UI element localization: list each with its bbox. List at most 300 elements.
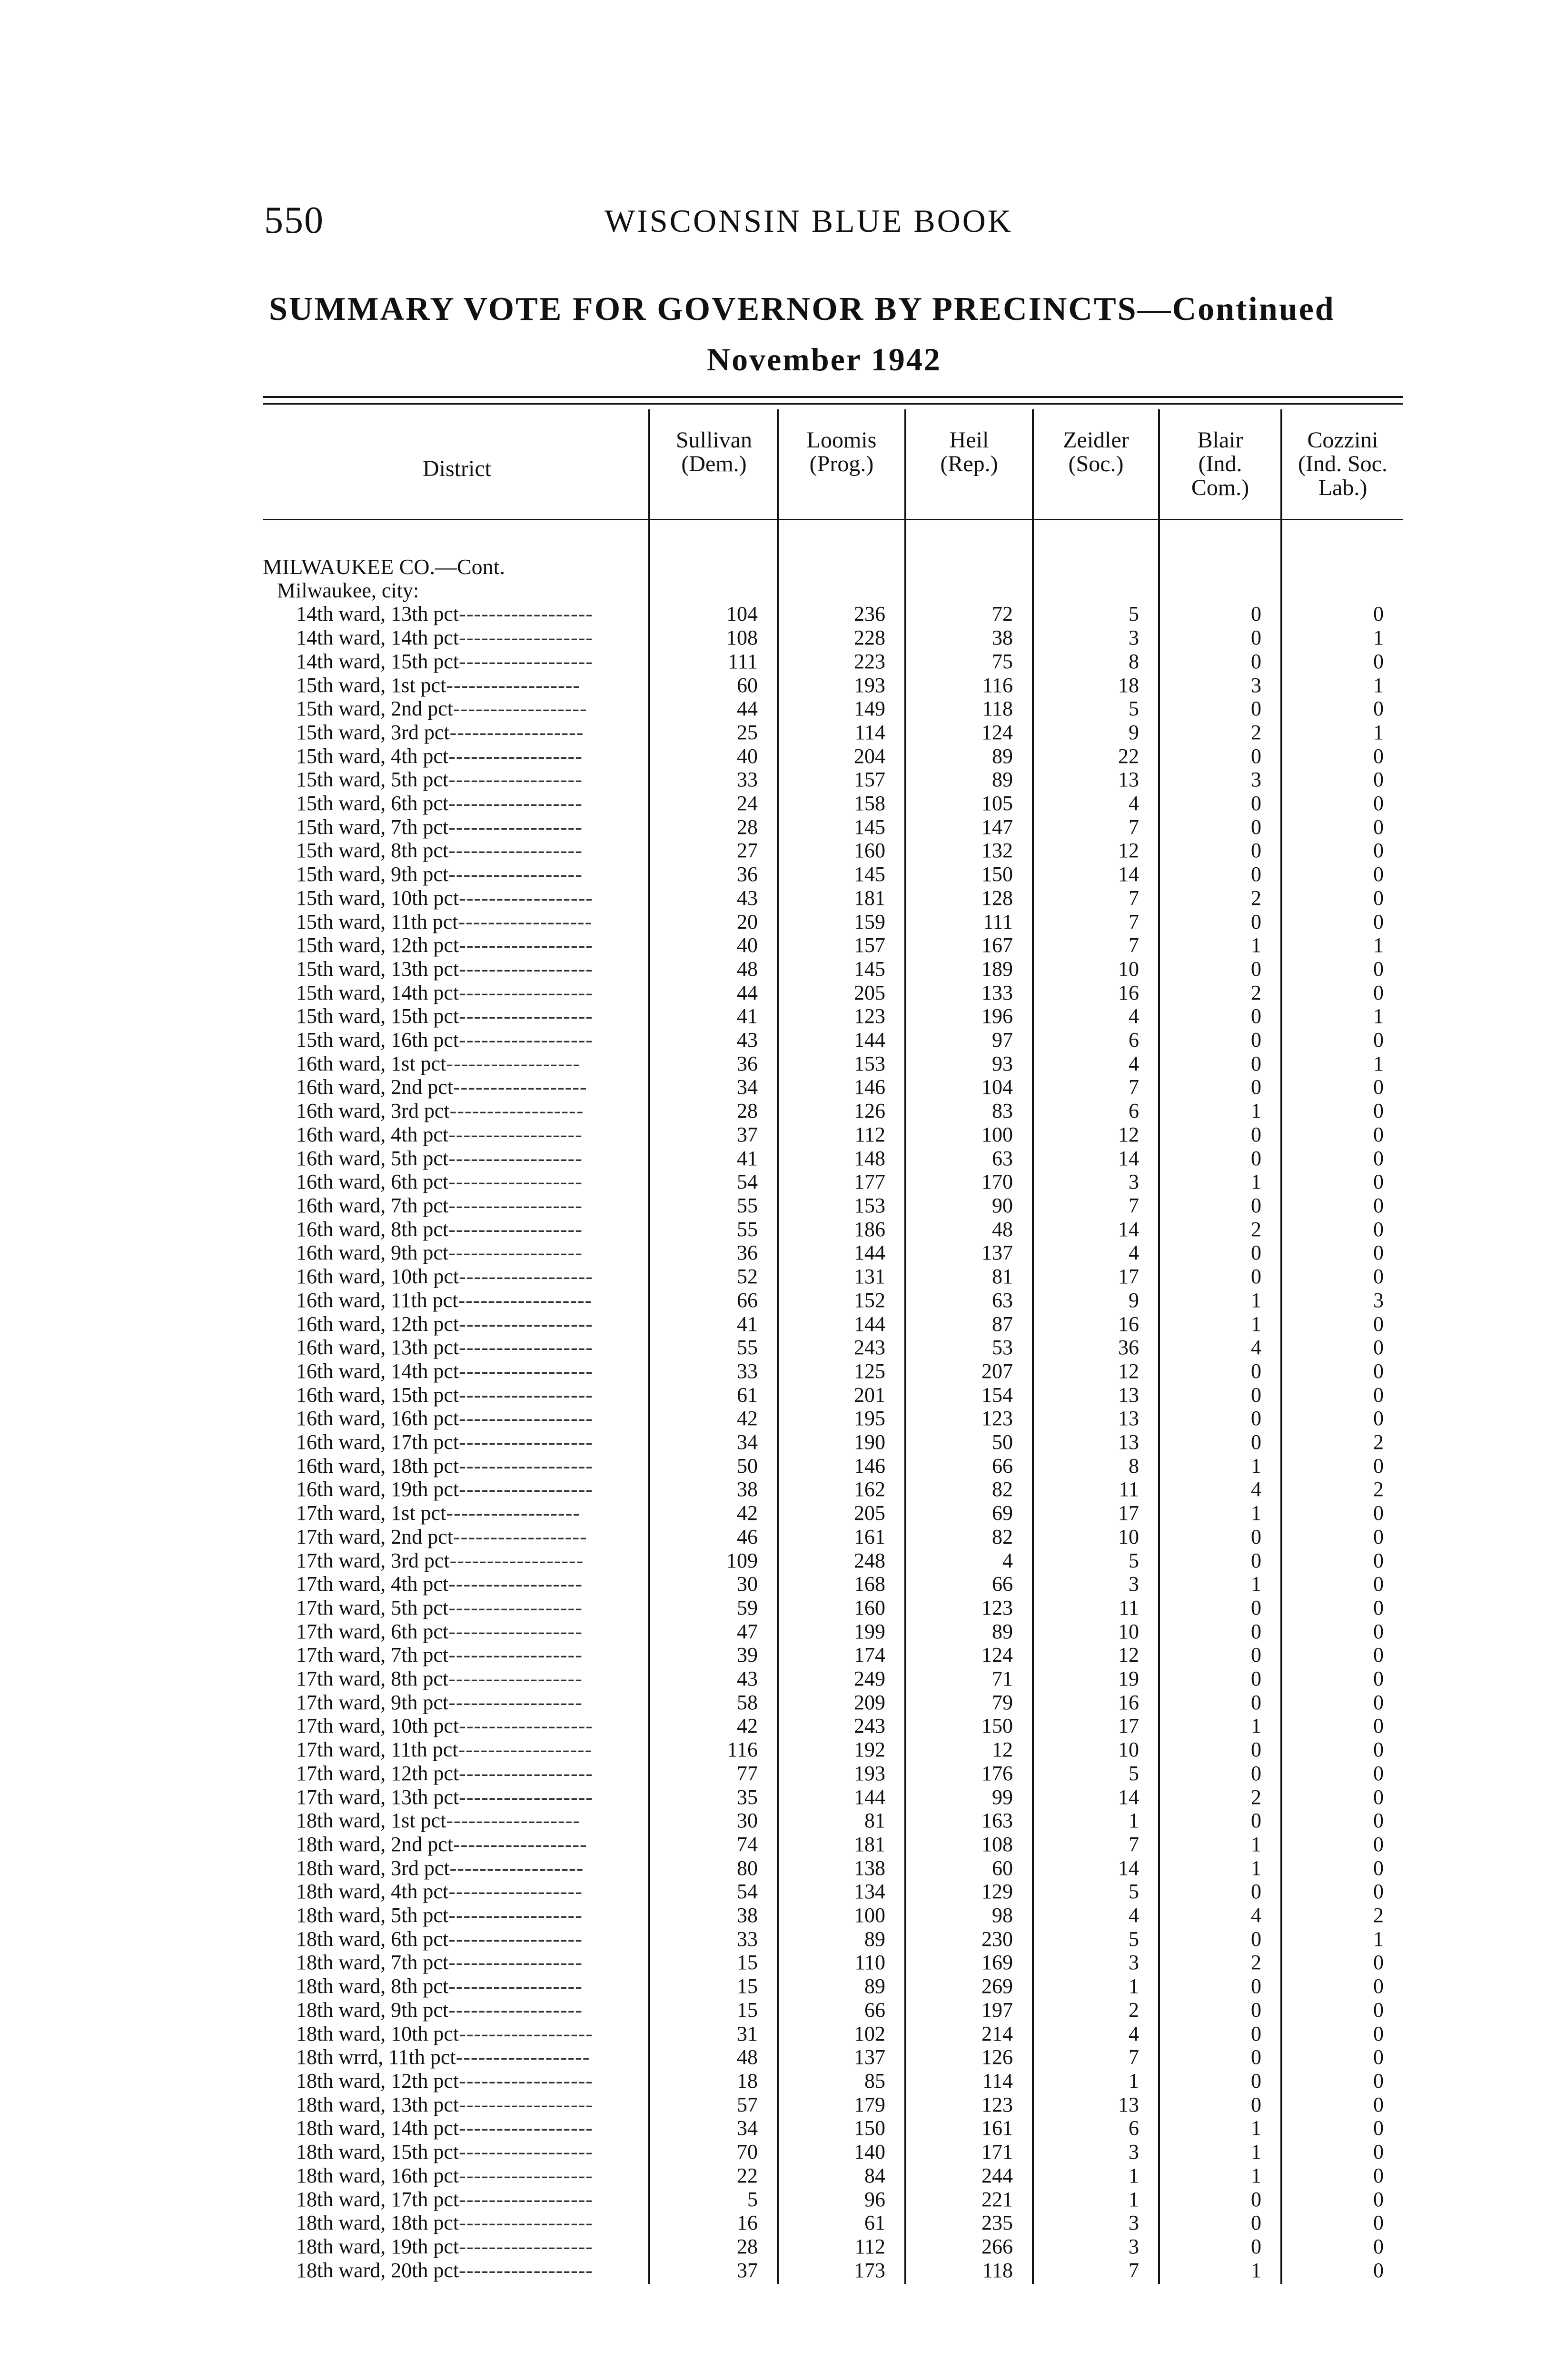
table-row xyxy=(263,1454,1403,1478)
vote-loomis: 61 xyxy=(864,2211,885,2235)
vote-blair: 0 xyxy=(1251,2092,1261,2116)
vote-zeidler: 17 xyxy=(1118,1501,1139,1525)
vote-cozzini: 0 xyxy=(1373,1383,1384,1407)
dot-leader: ------------------ xyxy=(459,2069,593,2092)
dot-leader: ------------------ xyxy=(446,1809,581,1833)
vote-cozzini: 0 xyxy=(1373,1312,1384,1336)
table-row xyxy=(263,721,1403,744)
vote-loomis: 157 xyxy=(854,768,885,792)
vote-sullivan: 70 xyxy=(737,2140,758,2164)
district-cell xyxy=(263,1336,648,1359)
vote-zeidler: 3 xyxy=(1129,2140,1139,2164)
dot-leader: ------------------ xyxy=(459,602,593,626)
header-text: (Prog.) xyxy=(809,451,874,476)
district-label: 18th wrrd, 11th pct xyxy=(296,2045,456,2069)
dot-leader: ------------------ xyxy=(459,957,593,981)
vote-heil: 71 xyxy=(992,1667,1013,1691)
vote-heil: 38 xyxy=(992,626,1013,650)
empty-cell xyxy=(1280,579,1403,603)
vote-heil: 269 xyxy=(981,1974,1013,1998)
vote-loomis: 177 xyxy=(854,1170,885,1194)
vote-heil: 123 xyxy=(981,1596,1013,1619)
vote-heil: 150 xyxy=(981,1714,1013,1738)
vote-heil: 116 xyxy=(982,673,1013,697)
vote-sullivan: 22 xyxy=(737,2163,758,2187)
vote-heil: 207 xyxy=(981,1359,1013,1383)
district-cell xyxy=(263,1525,648,1549)
vote-blair: 3 xyxy=(1251,673,1261,697)
vote-cozzini: 0 xyxy=(1373,863,1384,886)
vote-heil: 124 xyxy=(981,1643,1013,1667)
vote-cozzini: 0 xyxy=(1373,792,1384,815)
vote-cozzini: 0 xyxy=(1373,910,1384,933)
vote-sullivan: 57 xyxy=(737,2092,758,2116)
vote-loomis: 112 xyxy=(854,2234,885,2258)
dot-leader: ------------------ xyxy=(448,792,583,815)
district-label: 17th ward, 1st pct xyxy=(296,1501,446,1525)
vote-blair: 2 xyxy=(1251,981,1261,1004)
vote-cozzini: 0 xyxy=(1373,1974,1384,1998)
district-label: 17th ward, 6th pct xyxy=(296,1619,449,1643)
table-row xyxy=(263,2022,1403,2046)
vote-sullivan: 50 xyxy=(737,1454,758,1478)
vote-sullivan: 30 xyxy=(737,1572,758,1596)
district-cell xyxy=(263,1998,648,2022)
vote-zeidler: 10 xyxy=(1118,957,1139,981)
vote-sullivan: 37 xyxy=(737,2258,758,2282)
vote-heil: 89 xyxy=(992,768,1013,792)
vote-blair: 0 xyxy=(1251,1548,1261,1572)
vote-heil: 128 xyxy=(981,886,1013,910)
vote-cozzini: 0 xyxy=(1373,1998,1384,2022)
dot-leader: ------------------ xyxy=(459,2211,593,2235)
column-header-loomis xyxy=(779,428,904,476)
district-cell xyxy=(263,1549,648,1573)
district-label: 18th ward, 7th pct xyxy=(296,1951,449,1974)
vote-zeidler: 9 xyxy=(1129,1288,1139,1312)
header-text: Cozzini xyxy=(1307,427,1378,453)
district-cell xyxy=(263,2069,648,2093)
district-cell xyxy=(263,863,648,886)
table-row xyxy=(263,1478,1403,1501)
table-row xyxy=(263,2211,1403,2235)
dot-leader: ------------------ xyxy=(448,1193,583,1217)
district-label: 17th ward, 8th pct xyxy=(296,1667,449,1691)
vote-cozzini: 0 xyxy=(1373,602,1384,626)
vote-sullivan: 34 xyxy=(737,1075,758,1099)
vote-heil: 266 xyxy=(981,2234,1013,2258)
vote-sullivan: 48 xyxy=(737,2045,758,2069)
vote-cozzini: 0 xyxy=(1373,2234,1384,2258)
vote-zeidler: 7 xyxy=(1129,910,1139,933)
vote-heil: 169 xyxy=(981,1951,1013,1974)
vote-sullivan: 77 xyxy=(737,1761,758,1785)
vote-blair: 1 xyxy=(1251,1832,1261,1856)
vote-blair: 0 xyxy=(1251,2022,1261,2045)
vote-blair: 4 xyxy=(1251,1336,1261,1359)
vote-cozzini: 0 xyxy=(1373,1193,1384,1217)
table-row xyxy=(263,1572,1403,1596)
vote-sullivan: 55 xyxy=(737,1217,758,1241)
dot-leader: ------------------ xyxy=(448,1927,583,1951)
section-row xyxy=(263,555,1403,579)
vote-heil: 60 xyxy=(992,1856,1013,1880)
vote-blair: 0 xyxy=(1251,744,1261,768)
district-label: 16th ward, 4th pct xyxy=(296,1122,449,1146)
table-row xyxy=(263,2045,1403,2069)
empty-cell xyxy=(1158,555,1280,579)
vote-zeidler: 36 xyxy=(1118,1336,1139,1359)
vote-sullivan: 52 xyxy=(737,1265,758,1289)
vote-cozzini: 0 xyxy=(1373,1241,1384,1265)
vote-cozzini: 1 xyxy=(1373,673,1384,697)
vote-sullivan: 37 xyxy=(737,1122,758,1146)
vote-zeidler: 4 xyxy=(1129,2022,1139,2045)
vote-blair: 0 xyxy=(1251,1880,1261,1904)
vote-sullivan: 34 xyxy=(737,1430,758,1454)
vote-zeidler: 22 xyxy=(1118,744,1139,768)
vote-loomis: 193 xyxy=(854,673,885,697)
district-cell xyxy=(263,1785,648,1809)
district-cell xyxy=(263,1454,648,1478)
vote-zeidler: 7 xyxy=(1129,933,1139,957)
district-cell xyxy=(263,1075,648,1099)
vote-cozzini: 0 xyxy=(1373,1146,1384,1170)
vote-blair: 0 xyxy=(1251,1643,1261,1667)
vote-heil: 12 xyxy=(992,1738,1013,1762)
table-row xyxy=(263,863,1403,886)
district-label: 16th ward, 12th pct xyxy=(296,1312,459,1336)
vote-zeidler: 7 xyxy=(1129,2258,1139,2282)
vote-sullivan: 28 xyxy=(737,1099,758,1123)
vote-heil: 108 xyxy=(981,1832,1013,1856)
vote-zeidler: 7 xyxy=(1129,2045,1139,2069)
district-label: 15th ward, 3rd pct xyxy=(296,720,450,744)
district-cell xyxy=(263,1856,648,1880)
dot-leader: ------------------ xyxy=(459,1761,593,1785)
vote-sullivan: 15 xyxy=(737,1951,758,1974)
district-label: 17th ward, 10th pct xyxy=(296,1714,459,1738)
vote-zeidler: 8 xyxy=(1129,1454,1139,1478)
vote-sullivan: 38 xyxy=(737,1904,758,1927)
vote-sullivan: 58 xyxy=(737,1690,758,1714)
table-row xyxy=(263,1241,1403,1265)
dot-leader: ------------------ xyxy=(448,1667,583,1691)
vote-cozzini: 0 xyxy=(1373,2045,1384,2069)
column-header-cozzini xyxy=(1282,428,1403,500)
vote-sullivan: 20 xyxy=(737,910,758,933)
table-row xyxy=(263,1667,1403,1691)
vote-heil: 72 xyxy=(992,602,1013,626)
district-cell xyxy=(263,1312,648,1336)
vote-blair: 1 xyxy=(1251,2116,1261,2140)
dot-leader: ------------------ xyxy=(449,1548,584,1572)
table-row xyxy=(263,1785,1403,1809)
vote-heil: 66 xyxy=(992,1454,1013,1478)
vote-blair: 0 xyxy=(1251,1430,1261,1454)
table-row xyxy=(263,1549,1403,1573)
vote-sullivan: 36 xyxy=(737,863,758,886)
table-row xyxy=(263,2164,1403,2188)
header-text: Sullivan xyxy=(675,427,752,453)
vote-blair: 1 xyxy=(1251,1572,1261,1596)
vote-blair: 0 xyxy=(1251,1974,1261,1998)
vote-cozzini: 0 xyxy=(1373,2163,1384,2187)
vote-blair: 0 xyxy=(1251,1028,1261,1052)
district-cell xyxy=(263,933,648,957)
vote-loomis: 153 xyxy=(854,1193,885,1217)
vote-loomis: 89 xyxy=(864,1927,885,1951)
district-cell xyxy=(263,1643,648,1667)
header-text: Lab.) xyxy=(1318,475,1368,500)
vote-sullivan: 43 xyxy=(737,1028,758,1052)
vote-sullivan: 30 xyxy=(737,1809,758,1833)
vote-loomis: 153 xyxy=(854,1051,885,1075)
vote-heil: 124 xyxy=(981,720,1013,744)
vote-sullivan: 108 xyxy=(726,626,758,650)
vote-cozzini: 1 xyxy=(1373,1004,1384,1028)
district-label: 16th ward, 6th pct xyxy=(296,1170,449,1194)
dot-leader: ------------------ xyxy=(448,1596,583,1619)
running-header: WISCONSIN BLUE BOOK xyxy=(605,203,1013,239)
table-row xyxy=(263,1028,1403,1052)
vote-blair: 0 xyxy=(1251,792,1261,815)
vote-zeidler: 5 xyxy=(1129,1761,1139,1785)
table-row xyxy=(263,910,1403,934)
district-cell xyxy=(263,1194,648,1218)
vote-heil: 189 xyxy=(981,957,1013,981)
vote-zeidler: 3 xyxy=(1129,626,1139,650)
district-label: 15th ward, 12th pct xyxy=(296,933,459,957)
district-cell xyxy=(263,1691,648,1715)
vote-heil: 89 xyxy=(992,1619,1013,1643)
vote-sullivan: 40 xyxy=(737,933,758,957)
vote-cozzini: 0 xyxy=(1373,1643,1384,1667)
dot-leader: ------------------ xyxy=(453,1525,587,1548)
empty-cell xyxy=(777,579,904,603)
vote-zeidler: 6 xyxy=(1129,1028,1139,1052)
vote-zeidler: 3 xyxy=(1129,1951,1139,1974)
vote-cozzini: 0 xyxy=(1373,1170,1384,1194)
vote-sullivan: 35 xyxy=(737,1785,758,1809)
vote-loomis: 181 xyxy=(854,1832,885,1856)
vote-sullivan: 38 xyxy=(737,1478,758,1501)
district-label: 15th ward, 1st pct xyxy=(296,673,446,697)
dot-leader: ------------------ xyxy=(459,1454,593,1478)
vote-cozzini: 1 xyxy=(1373,1051,1384,1075)
vote-loomis: 205 xyxy=(854,1501,885,1525)
vote-blair: 0 xyxy=(1251,2234,1261,2258)
district-label: 16th ward, 2nd pct xyxy=(296,1075,453,1099)
vote-blair: 0 xyxy=(1251,2187,1261,2211)
table-row xyxy=(263,1951,1403,1974)
dot-leader: ------------------ xyxy=(459,2022,593,2045)
empty-cell xyxy=(1280,555,1403,579)
vote-loomis: 193 xyxy=(854,1761,885,1785)
top-double-rule-upper xyxy=(263,396,1403,398)
district-label: 17th ward, 4th pct xyxy=(296,1572,449,1596)
empty-cell xyxy=(648,579,777,603)
vote-table-body xyxy=(263,555,1403,2282)
district-cell xyxy=(263,1572,648,1596)
district-label: 16th ward, 11th pct xyxy=(296,1288,458,1312)
vote-blair: 2 xyxy=(1251,1951,1261,1974)
vote-cozzini: 0 xyxy=(1373,1336,1384,1359)
district-cell xyxy=(263,1478,648,1501)
vote-heil: 66 xyxy=(992,1572,1013,1596)
table-row xyxy=(263,626,1403,650)
header-text: (Dem.) xyxy=(681,451,747,476)
vote-zeidler: 13 xyxy=(1118,1407,1139,1430)
table-row xyxy=(263,1383,1403,1407)
table-row xyxy=(263,1809,1403,1833)
vote-loomis: 102 xyxy=(854,2022,885,2045)
district-label: 16th ward, 8th pct xyxy=(296,1217,449,1241)
table-row xyxy=(263,1596,1403,1620)
vote-heil: 230 xyxy=(981,1927,1013,1951)
vote-heil: 98 xyxy=(992,1904,1013,1927)
vote-heil: 97 xyxy=(992,1028,1013,1052)
vote-sullivan: 33 xyxy=(737,1359,758,1383)
vote-blair: 0 xyxy=(1251,1051,1261,1075)
vote-zeidler: 12 xyxy=(1118,1122,1139,1146)
vote-zeidler: 14 xyxy=(1118,863,1139,886)
vote-loomis: 157 xyxy=(854,933,885,957)
vote-blair: 0 xyxy=(1251,1761,1261,1785)
district-cell xyxy=(263,1359,648,1383)
vote-zeidler: 12 xyxy=(1118,1359,1139,1383)
district-label: 18th ward, 2nd pct xyxy=(296,1832,453,1856)
header-text: Loomis xyxy=(806,427,877,453)
empty-cell xyxy=(648,555,777,579)
district-cell xyxy=(263,2259,648,2282)
vote-blair: 0 xyxy=(1251,1690,1261,1714)
vote-zeidler: 13 xyxy=(1118,768,1139,792)
vote-sullivan: 44 xyxy=(737,981,758,1004)
vote-blair: 0 xyxy=(1251,1146,1261,1170)
header-text: (Rep.) xyxy=(940,451,998,476)
dot-leader: ------------------ xyxy=(459,1265,593,1289)
vote-sullivan: 109 xyxy=(726,1548,758,1572)
vote-sullivan: 80 xyxy=(737,1856,758,1880)
vote-zeidler: 13 xyxy=(1118,1430,1139,1454)
district-cell xyxy=(263,1099,648,1123)
table-row xyxy=(263,2235,1403,2259)
vote-zeidler: 5 xyxy=(1129,697,1139,721)
vote-heil: 111 xyxy=(983,910,1013,933)
district-label: 16th ward, 19th pct xyxy=(296,1478,459,1501)
district-label: 18th ward, 12th pct xyxy=(296,2069,459,2092)
vote-zeidler: 12 xyxy=(1118,1643,1139,1667)
vote-blair: 2 xyxy=(1251,1217,1261,1241)
district-cell xyxy=(263,697,648,721)
dot-leader: ------------------ xyxy=(456,2045,590,2069)
table-row xyxy=(263,1265,1403,1289)
district-label: 18th ward, 6th pct xyxy=(296,1927,449,1951)
vote-sullivan: 24 xyxy=(737,792,758,815)
vote-sullivan: 104 xyxy=(726,602,758,626)
dot-leader: ------------------ xyxy=(449,1099,584,1123)
district-label: 18th ward, 3rd pct xyxy=(296,1856,450,1880)
vote-blair: 0 xyxy=(1251,1122,1261,1146)
district-cell xyxy=(263,744,648,768)
vote-heil: 93 xyxy=(992,1051,1013,1075)
district-cell xyxy=(263,1762,648,1785)
header-text: Zeidler xyxy=(1063,427,1129,453)
district-cell xyxy=(263,2188,648,2211)
vote-sullivan: 61 xyxy=(737,1383,758,1407)
vote-heil: 69 xyxy=(992,1501,1013,1525)
table-row xyxy=(263,1620,1403,1644)
district-label: 16th ward, 5th pct xyxy=(296,1146,449,1170)
vote-sullivan: 74 xyxy=(737,1832,758,1856)
vote-cozzini: 0 xyxy=(1373,1761,1384,1785)
vote-heil: 114 xyxy=(982,2069,1013,2092)
dot-leader: ------------------ xyxy=(448,1880,583,1904)
vote-sullivan: 55 xyxy=(737,1193,758,1217)
district-cell xyxy=(263,1974,648,1998)
vote-heil: 123 xyxy=(981,1407,1013,1430)
vote-zeidler: 5 xyxy=(1129,602,1139,626)
district-cell xyxy=(263,1289,648,1312)
vote-cozzini: 0 xyxy=(1373,1596,1384,1619)
vote-loomis: 110 xyxy=(854,1951,885,1974)
vote-loomis: 186 xyxy=(854,1217,885,1241)
vote-zeidler: 10 xyxy=(1118,1525,1139,1548)
table-row xyxy=(263,2140,1403,2164)
vote-sullivan: 25 xyxy=(737,720,758,744)
table-row xyxy=(263,933,1403,957)
district-label: 18th ward, 18th pct xyxy=(296,2211,459,2235)
vote-loomis: 168 xyxy=(854,1572,885,1596)
district-cell xyxy=(263,2235,648,2259)
vote-heil: 123 xyxy=(981,2092,1013,2116)
district-cell xyxy=(263,2211,648,2235)
dot-leader: ------------------ xyxy=(459,1028,593,1052)
district-cell xyxy=(263,674,648,697)
district-cell xyxy=(263,1904,648,1927)
vote-blair: 0 xyxy=(1251,1265,1261,1289)
vote-loomis: 161 xyxy=(854,1525,885,1548)
district-cell xyxy=(263,1880,648,1904)
vote-heil: 126 xyxy=(981,2045,1013,2069)
vote-blair: 1 xyxy=(1251,1501,1261,1525)
table-row xyxy=(263,981,1403,1005)
header-text: (Soc.) xyxy=(1068,451,1124,476)
district-cell xyxy=(263,1383,648,1407)
district-label: 15th ward, 9th pct xyxy=(296,863,449,886)
vote-blair: 0 xyxy=(1251,1738,1261,1762)
vote-loomis: 140 xyxy=(854,2140,885,2164)
vote-loomis: 144 xyxy=(854,1241,885,1265)
vote-zeidler: 11 xyxy=(1119,1478,1139,1501)
district-label: 18th ward, 16th pct xyxy=(296,2163,459,2187)
district-label: 14th ward, 15th pct xyxy=(296,649,459,673)
vote-sullivan: 111 xyxy=(728,649,758,673)
vote-cozzini: 1 xyxy=(1373,1927,1384,1951)
vote-heil: 53 xyxy=(992,1336,1013,1359)
dot-leader: ------------------ xyxy=(448,863,583,886)
vote-cozzini: 0 xyxy=(1373,1265,1384,1289)
vote-zeidler: 1 xyxy=(1129,2187,1139,2211)
district-label: 16th ward, 18th pct xyxy=(296,1454,459,1478)
district-cell xyxy=(263,2116,648,2140)
district-cell xyxy=(263,2093,648,2117)
vote-cozzini: 0 xyxy=(1373,1619,1384,1643)
table-row xyxy=(263,1312,1403,1336)
table-row xyxy=(263,2116,1403,2140)
district-label: 18th ward, 15th pct xyxy=(296,2140,459,2164)
